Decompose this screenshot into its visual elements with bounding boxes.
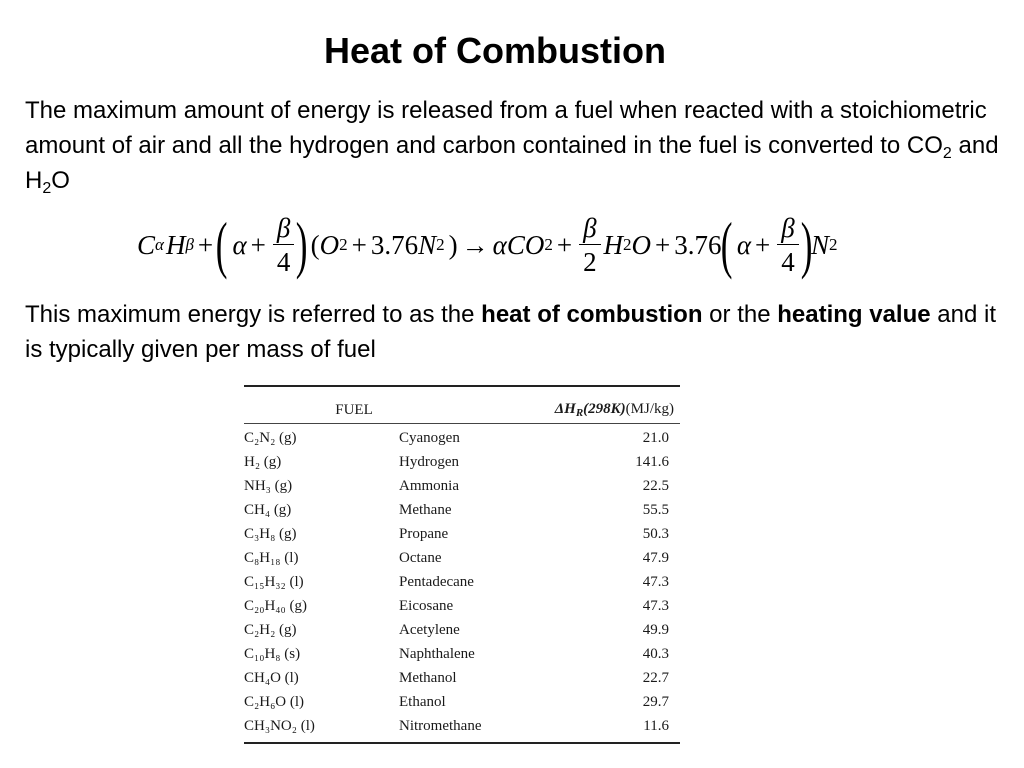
table-row [244, 594, 680, 618]
table-body [244, 426, 680, 738]
heating-value-table [244, 385, 680, 744]
fuel-formula: NH₃ (g) [244, 477, 293, 494]
fuel-name: Ammonia [399, 477, 459, 494]
eq-frac-den: 4 [781, 246, 795, 277]
heating-value: 49.9 [642, 621, 669, 638]
eq-frac-num: β [777, 212, 798, 245]
fuel-formula: C₂H₆O (l) [244, 693, 305, 710]
heating-value: 47.3 [642, 597, 669, 614]
table-row [244, 474, 680, 498]
eq-co: CO [506, 229, 545, 260]
eq-alpha: α [232, 229, 247, 260]
eq-alpha: α [492, 229, 507, 260]
eq-big-paren-open: ( [720, 209, 733, 280]
eq-plus: + [755, 229, 771, 260]
eq-fraction-beta-4 [273, 212, 294, 279]
table-row [244, 426, 680, 450]
term-heat-of-combustion: heat of combustion [481, 301, 703, 328]
fuel-name: Hydrogen [399, 453, 459, 470]
term-heating-value: heating value [777, 301, 931, 328]
heating-value: 50.3 [642, 525, 669, 542]
definition-text: and it is typically given per mass of fuel [25, 301, 996, 363]
fuel-formula: C₁₀H₈ (s) [244, 645, 301, 662]
eq-nitrogen: N [418, 229, 437, 260]
fuel-name: Eicosane [399, 597, 454, 614]
eq-plus: + [655, 229, 671, 260]
table-header [244, 391, 680, 419]
eq-plus: + [556, 229, 573, 260]
heating-value: 40.3 [642, 645, 669, 662]
table-row [244, 450, 680, 474]
fuel-formula: CH₄ (g) [244, 501, 292, 518]
fuel-name: Acetylene [399, 621, 460, 638]
eq-frac-num: β [579, 212, 600, 245]
eq-paren-close: ) [448, 229, 458, 260]
fuel-name: Pentadecane [399, 573, 474, 590]
table-top-rule [244, 385, 680, 387]
fuel-name: Cyanogen [399, 429, 460, 446]
combustion-equation: C α H β + ( α + $\frac{\beta}{4}$ ) ( O 2 + 3.76 N 2 ) → α CO 2 + $\frac{\beta}{2}$ H 2 O + 3.76 ( α + $\frac{\beta}{4}$ ) N 2 [137, 209, 838, 280]
eq-arrow: → [461, 229, 489, 260]
header-dh-sub: R [575, 407, 584, 419]
fuel-name: Methanol [399, 669, 457, 686]
fuel-formula: C₂H₂ (g) [244, 621, 297, 638]
fuel-name: Ethanol [399, 693, 446, 710]
table-bottom-rule [244, 742, 680, 744]
fuel-formula: C₈H₁₈ (l) [244, 549, 299, 566]
header-units: (MJ/kg) [625, 401, 674, 417]
fuel-name: Propane [399, 525, 449, 542]
eq-plus: + [250, 229, 266, 260]
heating-value: 21.0 [642, 429, 669, 446]
heating-value: 47.9 [642, 549, 669, 566]
intro-text: The maximum amount of energy is released from a fuel when reacted with a stoichiometric amount of air and all the hydrogen and carbon contained in the fuel is converted to CO [25, 97, 987, 159]
intro-o-text: O [51, 167, 70, 194]
fuel-formula: CH₃NO₂ (l) [244, 717, 315, 734]
eq-hydrogen: H [165, 229, 186, 260]
fuel-name: Octane [399, 549, 442, 566]
eq-water-h: H [603, 229, 624, 260]
h2o-subscript: 2 [42, 180, 52, 197]
table-row [244, 618, 680, 642]
table-row [244, 522, 680, 546]
eq-big-paren-open: ( [215, 209, 228, 280]
header-dh-temp: (298K) [583, 401, 626, 417]
eq-paren-open: ( [310, 229, 320, 260]
co2-subscript: 2 [942, 145, 952, 162]
intro-paragraph [25, 93, 1015, 198]
heating-value: 141.6 [635, 453, 669, 470]
fuel-formula: C₂₀H₄₀ (g) [244, 597, 307, 614]
table-row [244, 666, 680, 690]
heating-value: 29.7 [642, 693, 669, 710]
header-enthalpy [454, 401, 674, 419]
table-row [244, 642, 680, 666]
table-row [244, 714, 680, 738]
fuel-name: Methane [399, 501, 452, 518]
table-row [244, 570, 680, 594]
table-row [244, 546, 680, 570]
fuel-formula: C₁₅H₃₂ (l) [244, 573, 304, 590]
eq-carbon: C [137, 229, 156, 260]
fuel-name: Nitromethane [399, 717, 482, 734]
eq-plus: + [351, 229, 367, 260]
eq-alpha: α [736, 229, 752, 260]
heating-value: 11.6 [643, 717, 669, 734]
table-row [244, 690, 680, 714]
intro-and-text: and H [25, 132, 999, 194]
header-fuel: FUEL [335, 402, 373, 418]
fuel-name: Naphthalene [399, 645, 475, 662]
eq-fraction-beta-4 [777, 212, 798, 279]
heating-value: 47.3 [642, 573, 669, 590]
definition-text: or the [702, 301, 778, 328]
eq-oxygen: O [319, 229, 340, 260]
eq-coeff-376: 3.76 [674, 229, 722, 260]
eq-fraction-beta-2 [579, 212, 600, 279]
heating-value: 22.5 [642, 477, 669, 494]
eq-big-paren-close: ) [800, 209, 813, 280]
eq-plus: + [197, 229, 214, 260]
heating-value: 55.5 [642, 501, 669, 518]
eq-big-paren-close: ) [296, 209, 308, 280]
table-row [244, 498, 680, 522]
eq-frac-num: β [273, 212, 294, 245]
definition-paragraph [25, 297, 1015, 367]
definition-text: This maximum energy is referred to as the [25, 301, 482, 328]
fuel-formula: C₂N₂ (g) [244, 429, 297, 446]
fuel-formula: CH₄O (l) [244, 669, 299, 686]
eq-frac-den: 4 [276, 246, 291, 277]
eq-nitrogen: N [811, 229, 830, 260]
fuel-formula: H₂ (g) [244, 453, 282, 470]
fuel-formula: C₃H₈ (g) [244, 525, 297, 542]
table-header-rule [244, 423, 680, 424]
page-title: Heat of Combustion [324, 30, 666, 71]
eq-coeff-376: 3.76 [370, 229, 419, 260]
header-dh: ΔH [554, 401, 576, 417]
eq-frac-den: 2 [583, 246, 597, 277]
heating-value: 22.7 [642, 669, 669, 686]
eq-water-o: O [631, 229, 652, 260]
